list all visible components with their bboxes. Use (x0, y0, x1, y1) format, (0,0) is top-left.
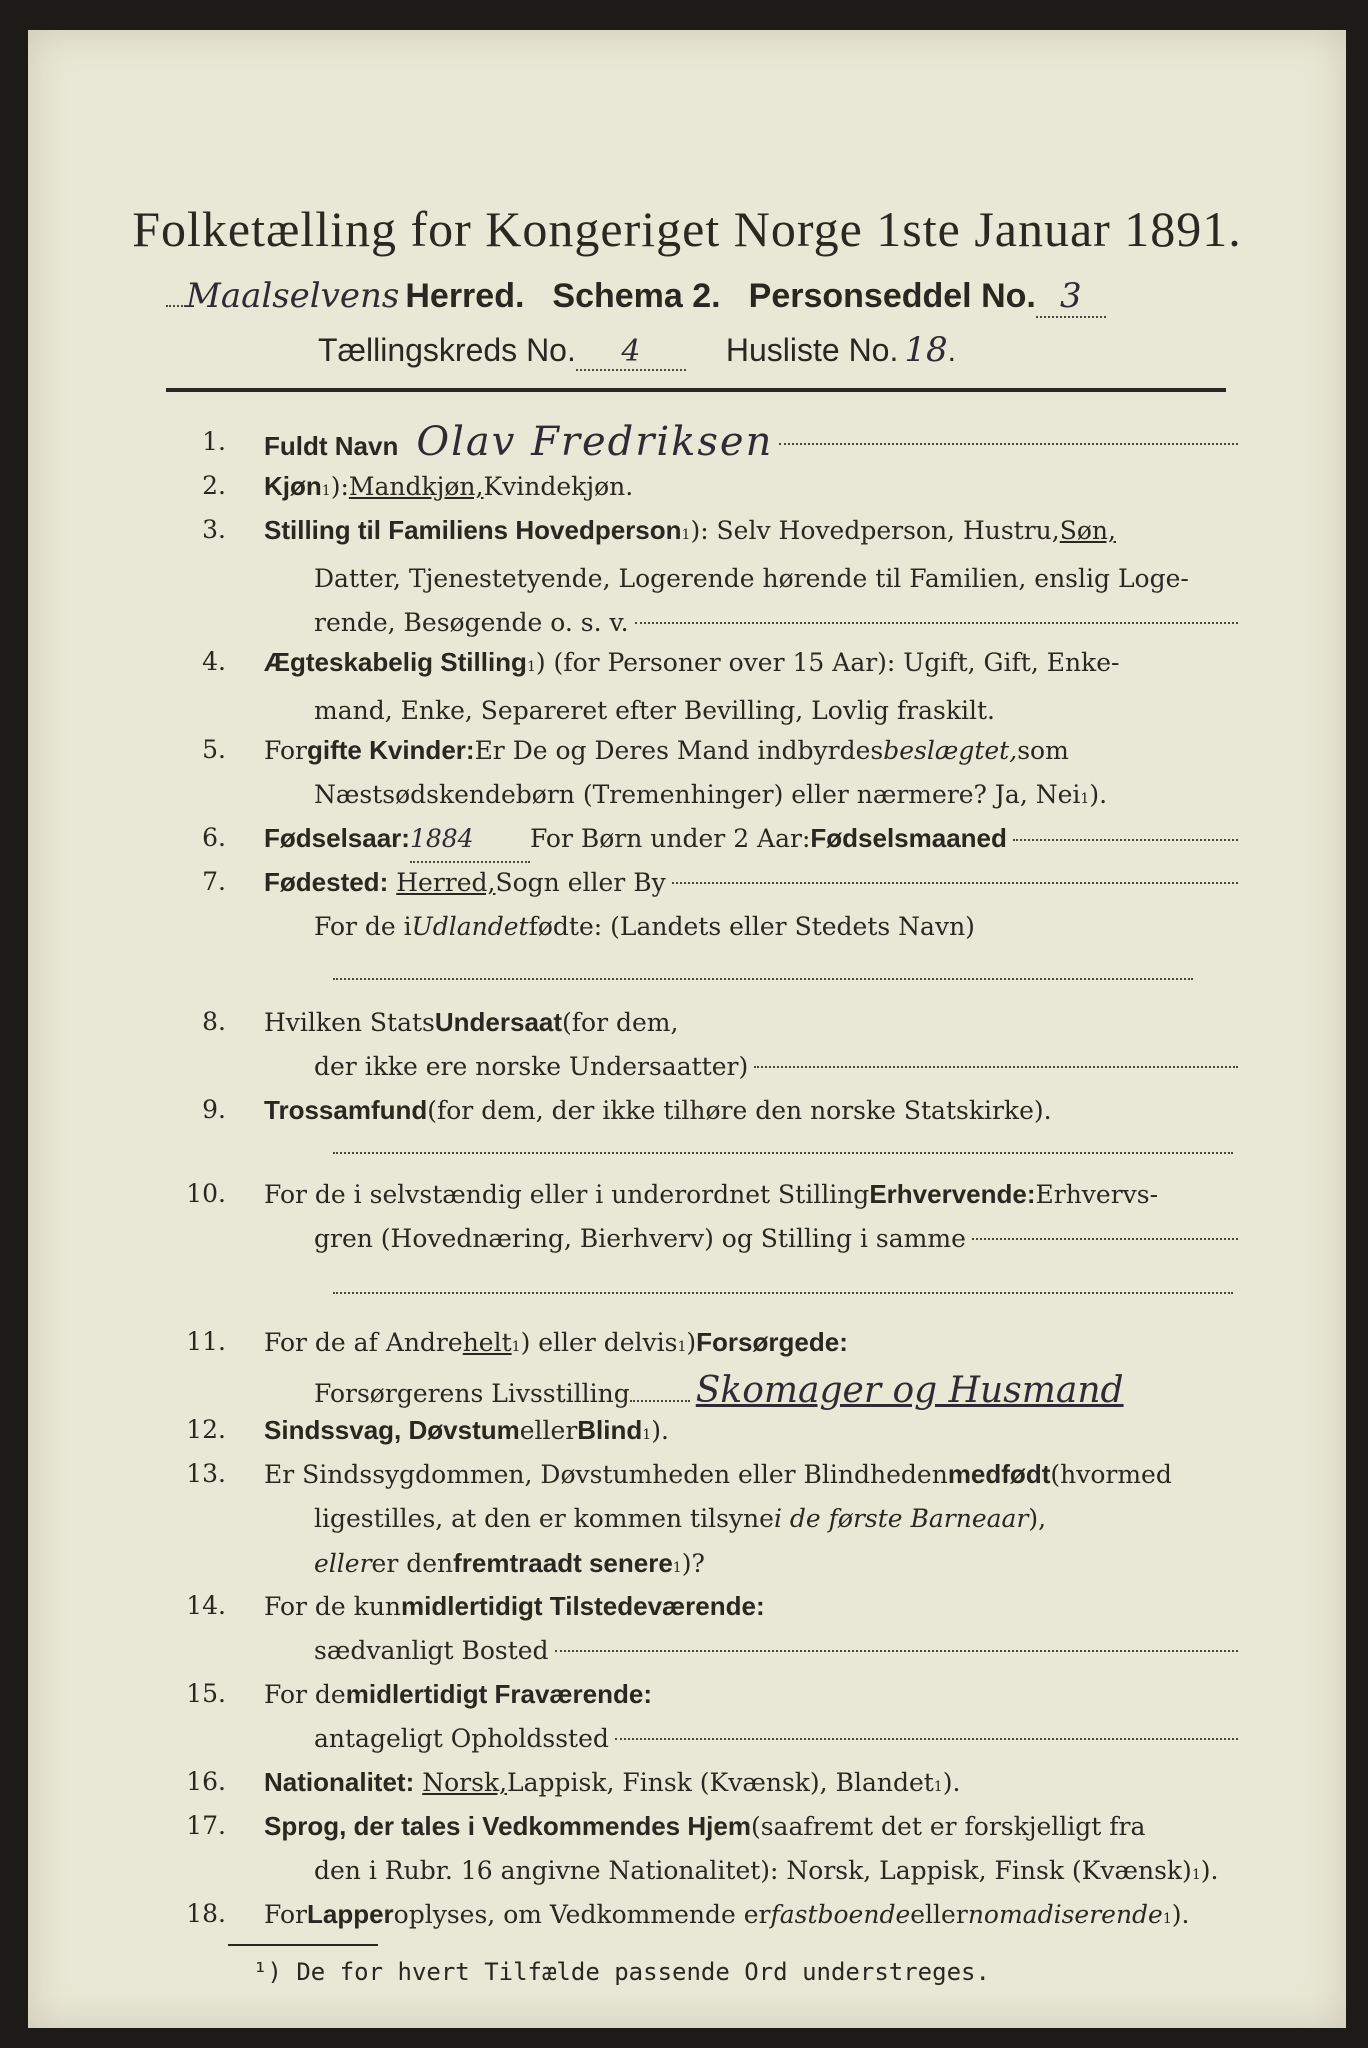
census-form-page: Folketælling for Kongeriget Norge 1ste Januar 1891. Maalselvens Herred. Schema 2. Personseddel No. 3 Tællingskreds No. 4 Husliste No. 18 . 1. Fuldt Navn Olav Fredriksen 2. Kjøn $_1$ ): Mandkjøn, Kvindekjøn. 3. Stilling til Familiens Hovedperson $_1$ ): Selv Hovedperson, Hustru, Søn, Datter, Tjenestetyende, Logerende hørende til Familien, enslig Loge- rende, Besøgende o. s. v. 4. Ægteskabelig Stilling $_1$ ) (for Personer over 15 Aar): Ugift, Gift, Enke- mand, Enke, Separeret efter Bevilling, Lovlig fraskilt. 5. For gifte Kvinder: Er De og Deres Mand indbyrdes beslægtet, som Næstsødskendebørn (Tremenhinger) eller nærmere? Ja, Nei 1 ). 6. Fødselsaar: 1884 For Børn under 2 Aar: Fødselsmaaned 7. Fødested: Herred, Sogn eller By For de i Udlandet fødte: (Landets eller Stedets Navn) 8. Hvilken Stats Undersaat (for dem, der ikke ere norske Undersaatter) 9. Trossamfund (for dem, der ikke tilhøre den norske Statskirke). 10. For de i selvstændig eller i underordnet Stilling Erhvervende: Erhvervs- gren (Hovednæring, Bierhverv) og Stilling i samme 11. For de af Andre helt 1 ) eller delvis 1 ) Forsørgede: Forsørgerens Livsstilling Skomager og Husmand 12. Sindssvag, Døvstum eller Blind $_1$ ). 13. Er Sindssygdommen, Døvstumheden eller Blindheden medfødt (hvormed ligestilles, at den er kommen tilsyne i de første Barneaar ), eller er den fremtraadt senere $_1$ )? 14. For de kun midlertidigt Tilstedeværende: sædvanligt Bosted 15. For de midlertidigt Fraværende: antageligt Opholdssted 16. Nationalitet: Norsk, Lappisk, Finsk (Kvænsk), Blandet 1 ). 17. Sprog, der tales i Vedkommendes Hjem (saafremt det er forskjelligt fra den i Rubr. 16 angivne Nationalitet): Norsk, Lappisk, Finsk (Kvænsk) 1 ). 18. For Lapper oplyses, om Vedkommende er fastboende eller nomadiserende 1 ). ¹) De for hvert Tilfælde passende Ord understreges. (28, 30, 1346, 2028)
personseddel-label: Personseddel No. (748, 277, 1036, 315)
header-rule (166, 388, 1226, 392)
full-name-value: Olav Fredriksen (416, 419, 774, 465)
birth-year-value: 1884 (410, 817, 530, 863)
kreds-label: Tællingskreds No. (318, 332, 576, 368)
full-name-label: Fuldt Navn (264, 431, 399, 461)
nationality-norsk-option: Norsk, (422, 1768, 508, 1797)
sex-male-option: Mandkjøn, (348, 472, 484, 501)
kreds-line: Tællingskreds No. 4 Husliste No. 18 . (318, 330, 956, 370)
birthplace-herred-option: Herred, (396, 868, 496, 897)
husliste-label: Husliste No. (725, 332, 899, 368)
herred-line (166, 276, 1226, 318)
kreds-value: 4 (576, 334, 686, 371)
item-3: 3. Stilling til Familiens Hovedperson $_1$ ): Selv Hovedperson, Hustru, Søn, Datter, Tjenestetyende, Logerende hørende til Familien, enslig Loge- rende, Besøgende o. s. v. (166, 508, 1238, 640)
blank-line-9 (333, 1152, 1233, 1154)
husliste-value: 18 (904, 330, 948, 370)
relation-son-option: Søn, (1059, 516, 1116, 545)
herred-value: Maalselvens (186, 276, 400, 316)
herred-label: Herred. (405, 277, 525, 315)
footnote-rule (228, 1944, 378, 1946)
schema-label: Schema 2. (552, 277, 721, 315)
footnote: ¹) De for hvert Tilfælde passende Ord understreges. (253, 1958, 990, 1986)
personseddel-value: 3 (1036, 276, 1106, 318)
provider-occupation-value: Skomager og Husmand (695, 1370, 1124, 1411)
form-title: Folketælling for Kongeriget Norge 1ste Januar 1891. (132, 201, 1242, 257)
blank-line-7 (333, 978, 1193, 980)
blank-line-10 (333, 1292, 1233, 1294)
